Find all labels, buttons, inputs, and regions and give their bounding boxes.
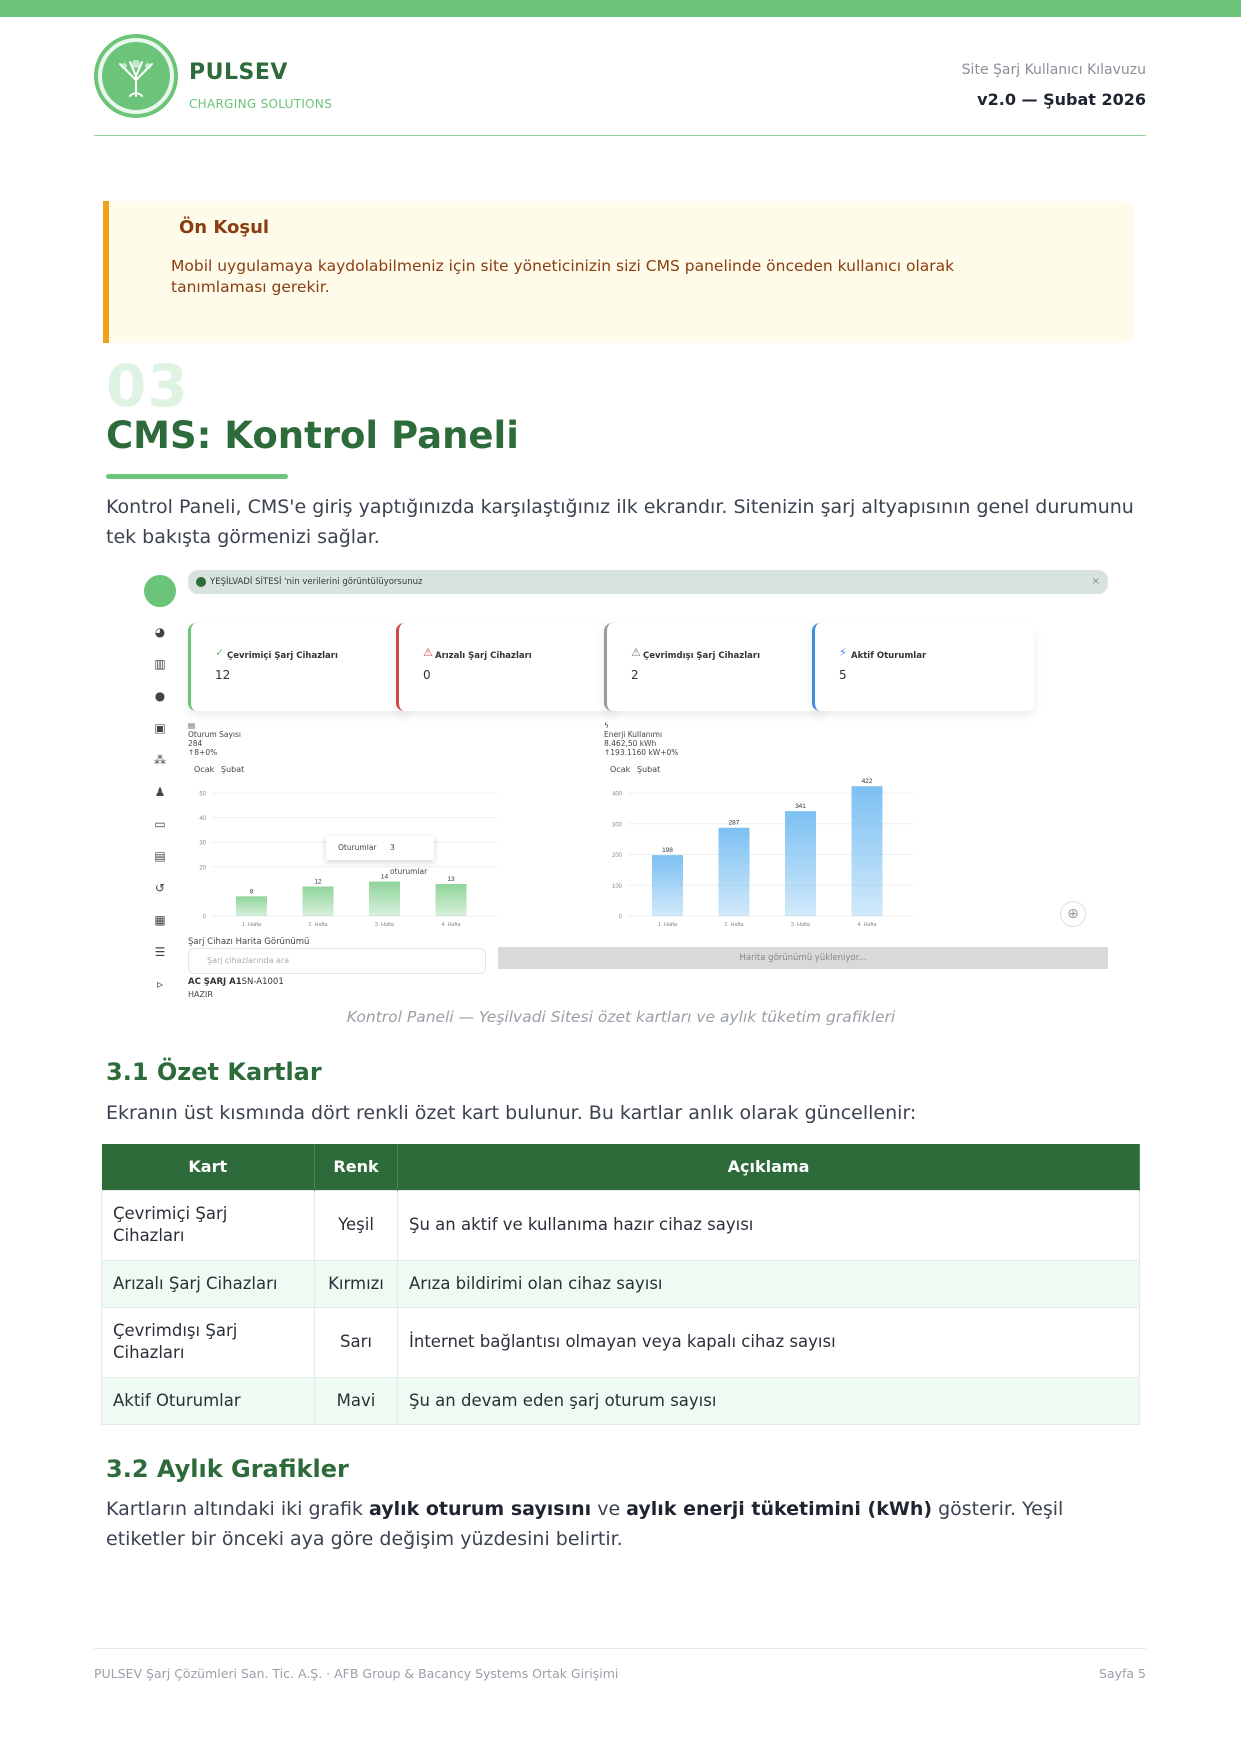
x-tick-label: 4. Hafta	[441, 922, 461, 928]
lightning-icon: ϟ	[604, 721, 609, 730]
footer-divider	[94, 1648, 1146, 1649]
table-cell: Çevrimdışı Şarj Cihazları	[102, 1307, 315, 1377]
building-icon[interactable]: ▥	[154, 657, 166, 671]
table-cell: Arızalı Şarj Cihazları	[102, 1260, 315, 1307]
data-label: 12	[314, 878, 322, 886]
close-icon[interactable]: ×	[1091, 576, 1100, 587]
map-loading-placeholder: Harita görünümü yükleniyor...	[498, 947, 1108, 969]
energy-bar-chart	[604, 773, 934, 933]
session-chart-panel	[188, 721, 518, 931]
x-tick-label: 3. Hafta	[790, 922, 811, 928]
charger-search-input[interactable]: Şarj cihazlarında ara	[188, 948, 486, 974]
site-notice-bar	[188, 570, 1108, 594]
y-tick-label: 200	[611, 853, 622, 859]
table-cell: Yeşil	[315, 1190, 398, 1260]
check-circle-icon: ✓	[215, 646, 225, 659]
session-chart-title: Oturum Sayısı	[188, 730, 241, 739]
x-tick-label: 4. Hafta	[857, 922, 877, 928]
table-header-row	[102, 1144, 1140, 1190]
terminal-icon[interactable]: ▹	[156, 977, 164, 991]
table-row	[102, 1307, 1140, 1377]
table-header: Kart	[102, 1144, 315, 1190]
summary-card-offline[interactable]	[604, 623, 826, 711]
section-title: CMS: Kontrol Paneli	[106, 414, 519, 457]
card-value: 0	[423, 668, 431, 682]
card-label: Arızalı Şarj Cihazları	[435, 651, 532, 661]
y-tick-label: 20	[199, 865, 206, 872]
table-cell: Şu an aktif ve kullanıma hazır cihaz sayısı	[398, 1190, 1140, 1260]
energy-chart-title: Enerji Kullanımı	[604, 730, 663, 739]
tooltip-value: 3 oturumlar	[390, 843, 428, 876]
section-number: 03	[106, 352, 189, 420]
data-label: 422	[861, 778, 873, 786]
y-tick-label: 40	[199, 816, 206, 823]
card-label: Aktif Oturumlar	[851, 651, 927, 661]
document-version: v2.0 — Şubat 2026	[977, 90, 1146, 109]
bar	[303, 886, 334, 916]
tree-logo-icon	[94, 34, 178, 118]
x-tick-label: 1. Hafta	[657, 922, 678, 928]
callout-text: Mobil uygulamaya kaydolabilmeniz için site yöneticinizin sizi CMS panelinde önceden kullanıcı olarak tanımlaması gerekir.	[171, 257, 955, 296]
text-run: Kartların altındaki iki grafik	[106, 1498, 369, 1520]
table-row	[102, 1260, 1140, 1307]
y-tick-label: 0	[202, 914, 206, 921]
table-cell: Kırmızı	[315, 1260, 398, 1307]
charger-icon[interactable]: ▣	[154, 721, 166, 735]
y-tick-label: 400	[611, 791, 622, 798]
card-icon[interactable]: ▭	[154, 817, 166, 831]
summary-cards-table	[101, 1144, 1140, 1425]
section-underline	[106, 474, 288, 479]
summary-card-online[interactable]	[188, 623, 410, 711]
page-number: Sayfa 5	[1099, 1666, 1146, 1681]
y-tick-label: 50	[199, 791, 206, 798]
prerequisite-callout	[103, 201, 1134, 343]
dashboard-screenshot	[140, 565, 1110, 1005]
chart-tooltip	[326, 836, 434, 876]
tooltip-label: Oturumlar	[338, 843, 377, 852]
bar	[236, 896, 267, 916]
table-row	[102, 1377, 1140, 1424]
data-label: 287	[728, 819, 740, 827]
x-tick-label: 2. Hafta	[308, 922, 328, 928]
table-cell: Sarı	[315, 1307, 398, 1377]
session-chart-change: ↑8+0%	[188, 748, 218, 757]
subsection-title-summary-cards: 3.1 Özet Kartlar	[106, 1058, 322, 1086]
table-cell: Mavi	[315, 1377, 398, 1424]
bar	[785, 811, 816, 916]
subsection-text-summary-cards: Ekranın üst kısmında dört renkli özet kart bulunur. Bu kartlar anlık olarak güncellenir:	[106, 1102, 917, 1124]
data-label: 14	[380, 873, 389, 881]
x-tick-label: 3. Hafta	[374, 922, 395, 928]
bar	[652, 855, 683, 916]
bar	[369, 882, 400, 916]
table-cell: İnternet bağlantısı olmayan veya kapalı cihaz sayısı	[398, 1307, 1140, 1377]
card-value: 12	[215, 668, 231, 682]
report-icon[interactable]: ▦	[154, 913, 166, 927]
bar	[436, 884, 467, 916]
table-header: Renk	[315, 1144, 398, 1190]
sidebar-logo-icon	[144, 575, 176, 607]
section-intro: Kontrol Paneli, CMS'e giriş yaptığınızda karşılaştığınız ilk ekrandır. Sitenizin şarj altyapısının genel durumunu tek bakışta görmenizi sağlar.	[106, 496, 1134, 548]
y-tick-label: 100	[611, 883, 622, 890]
energy-chart-total: 8.462,50 kWh	[604, 739, 657, 748]
subsection-text-monthly-charts	[106, 1494, 1136, 1554]
table-cell: Arıza bildirimi olan cihaz sayısı	[398, 1260, 1140, 1307]
tab-subat[interactable]: Şubat	[637, 765, 661, 774]
callout-title: Ön Koşul	[179, 217, 270, 238]
table-header: Açıklama	[398, 1144, 1140, 1190]
sidebar	[140, 565, 180, 1005]
data-label: 341	[795, 803, 806, 811]
footer-company: PULSEV Şarj Çözümleri San. Tic. A.Ş. · AFB Group & Bacancy Systems Ortak Girişimi	[94, 1666, 619, 1681]
tab-ocak[interactable]: Ocak	[610, 765, 631, 774]
card-value: 2	[631, 668, 639, 682]
energy-chart-change: ↑193.1160 kW+0%	[604, 748, 679, 757]
energy-chart-panel	[604, 721, 934, 931]
y-tick-label: 0	[618, 914, 622, 921]
summary-card-active-sessions[interactable]	[812, 623, 1034, 711]
card-label: Çevrimdışı Şarj Cihazları	[643, 651, 760, 661]
text-bold: aylık enerji tüketimini (kWh)	[626, 1498, 933, 1520]
top-accent-bar	[0, 0, 1241, 17]
warning-icon: ⚠	[423, 646, 433, 659]
figure-caption: Kontrol Paneli — Yeşilvadi Sitesi özet kartları ve aylık tüketim grafikleri	[346, 1008, 896, 1026]
tab-ocak[interactable]: Ocak	[194, 765, 215, 774]
data-label: 198	[662, 847, 673, 855]
locate-icon[interactable]: ⊕	[1060, 901, 1086, 927]
bar	[852, 786, 883, 916]
receipt-icon[interactable]: ▤	[154, 849, 166, 863]
notice-text: YEŞİLVADİ SİTESİ 'nin verilerini görüntülüyorsunuz	[210, 577, 423, 587]
brand-tagline: CHARGING SOLUTIONS	[189, 97, 333, 111]
location-pin-icon[interactable]: ●	[154, 689, 166, 703]
x-tick-label: 1. Hafta	[241, 922, 262, 928]
table-cell: Şu an devam eden şarj oturum sayısı	[398, 1377, 1140, 1424]
device-serial: SN-A1001	[241, 977, 284, 987]
pie-chart-icon[interactable]: ◕	[154, 625, 166, 639]
brand-name: PULSEV	[189, 60, 288, 85]
checklist-icon[interactable]: ☰	[154, 945, 166, 959]
x-tick-label: 2. Hafta	[724, 922, 744, 928]
plug-icon: ⚡	[839, 646, 847, 659]
text-bold: aylık oturum sayısını	[368, 1498, 592, 1520]
table-row	[102, 1190, 1140, 1260]
card-value: 5	[839, 668, 847, 682]
summary-card-faulty[interactable]	[396, 623, 618, 711]
subsection-title-monthly-charts: 3.2 Aylık Grafikler	[106, 1455, 349, 1483]
person-icon[interactable]: ♟	[154, 785, 166, 799]
y-tick-label: 300	[611, 822, 622, 829]
card-label: Çevrimiçi Şarj Cihazları	[227, 651, 338, 661]
device-name: AC ŞARJ A1	[188, 977, 242, 987]
bar	[719, 828, 750, 916]
map-section-label: Şarj Cihazı Harita Görünümü	[188, 937, 310, 947]
device-list-item[interactable]	[188, 977, 284, 987]
history-icon[interactable]: ↺	[154, 881, 166, 895]
device-status: HAZIR	[188, 990, 213, 999]
data-label: 8	[249, 888, 254, 896]
table-cell: Aktif Oturumlar	[102, 1377, 315, 1424]
table-cell: Çevrimiçi Şarj Cihazları	[102, 1190, 315, 1260]
text-run: ve	[591, 1498, 627, 1520]
warning-icon: ⚠	[631, 646, 641, 659]
y-tick-label: 30	[199, 840, 206, 847]
users-icon[interactable]: ⁂	[154, 753, 166, 767]
data-label: 13	[447, 876, 455, 884]
info-icon	[196, 577, 206, 587]
tab-subat[interactable]: Şubat	[221, 765, 245, 774]
document-title: Site Şarj Kullanıcı Kılavuzu	[961, 62, 1146, 78]
calendar-icon: ▤	[188, 721, 196, 730]
page-header	[94, 34, 1146, 136]
text-run: gösterir. Yeşil etiketler bir önceki aya göre değişim yüzdesini belirtir.	[106, 1498, 1064, 1550]
session-chart-total: 284	[188, 739, 203, 748]
